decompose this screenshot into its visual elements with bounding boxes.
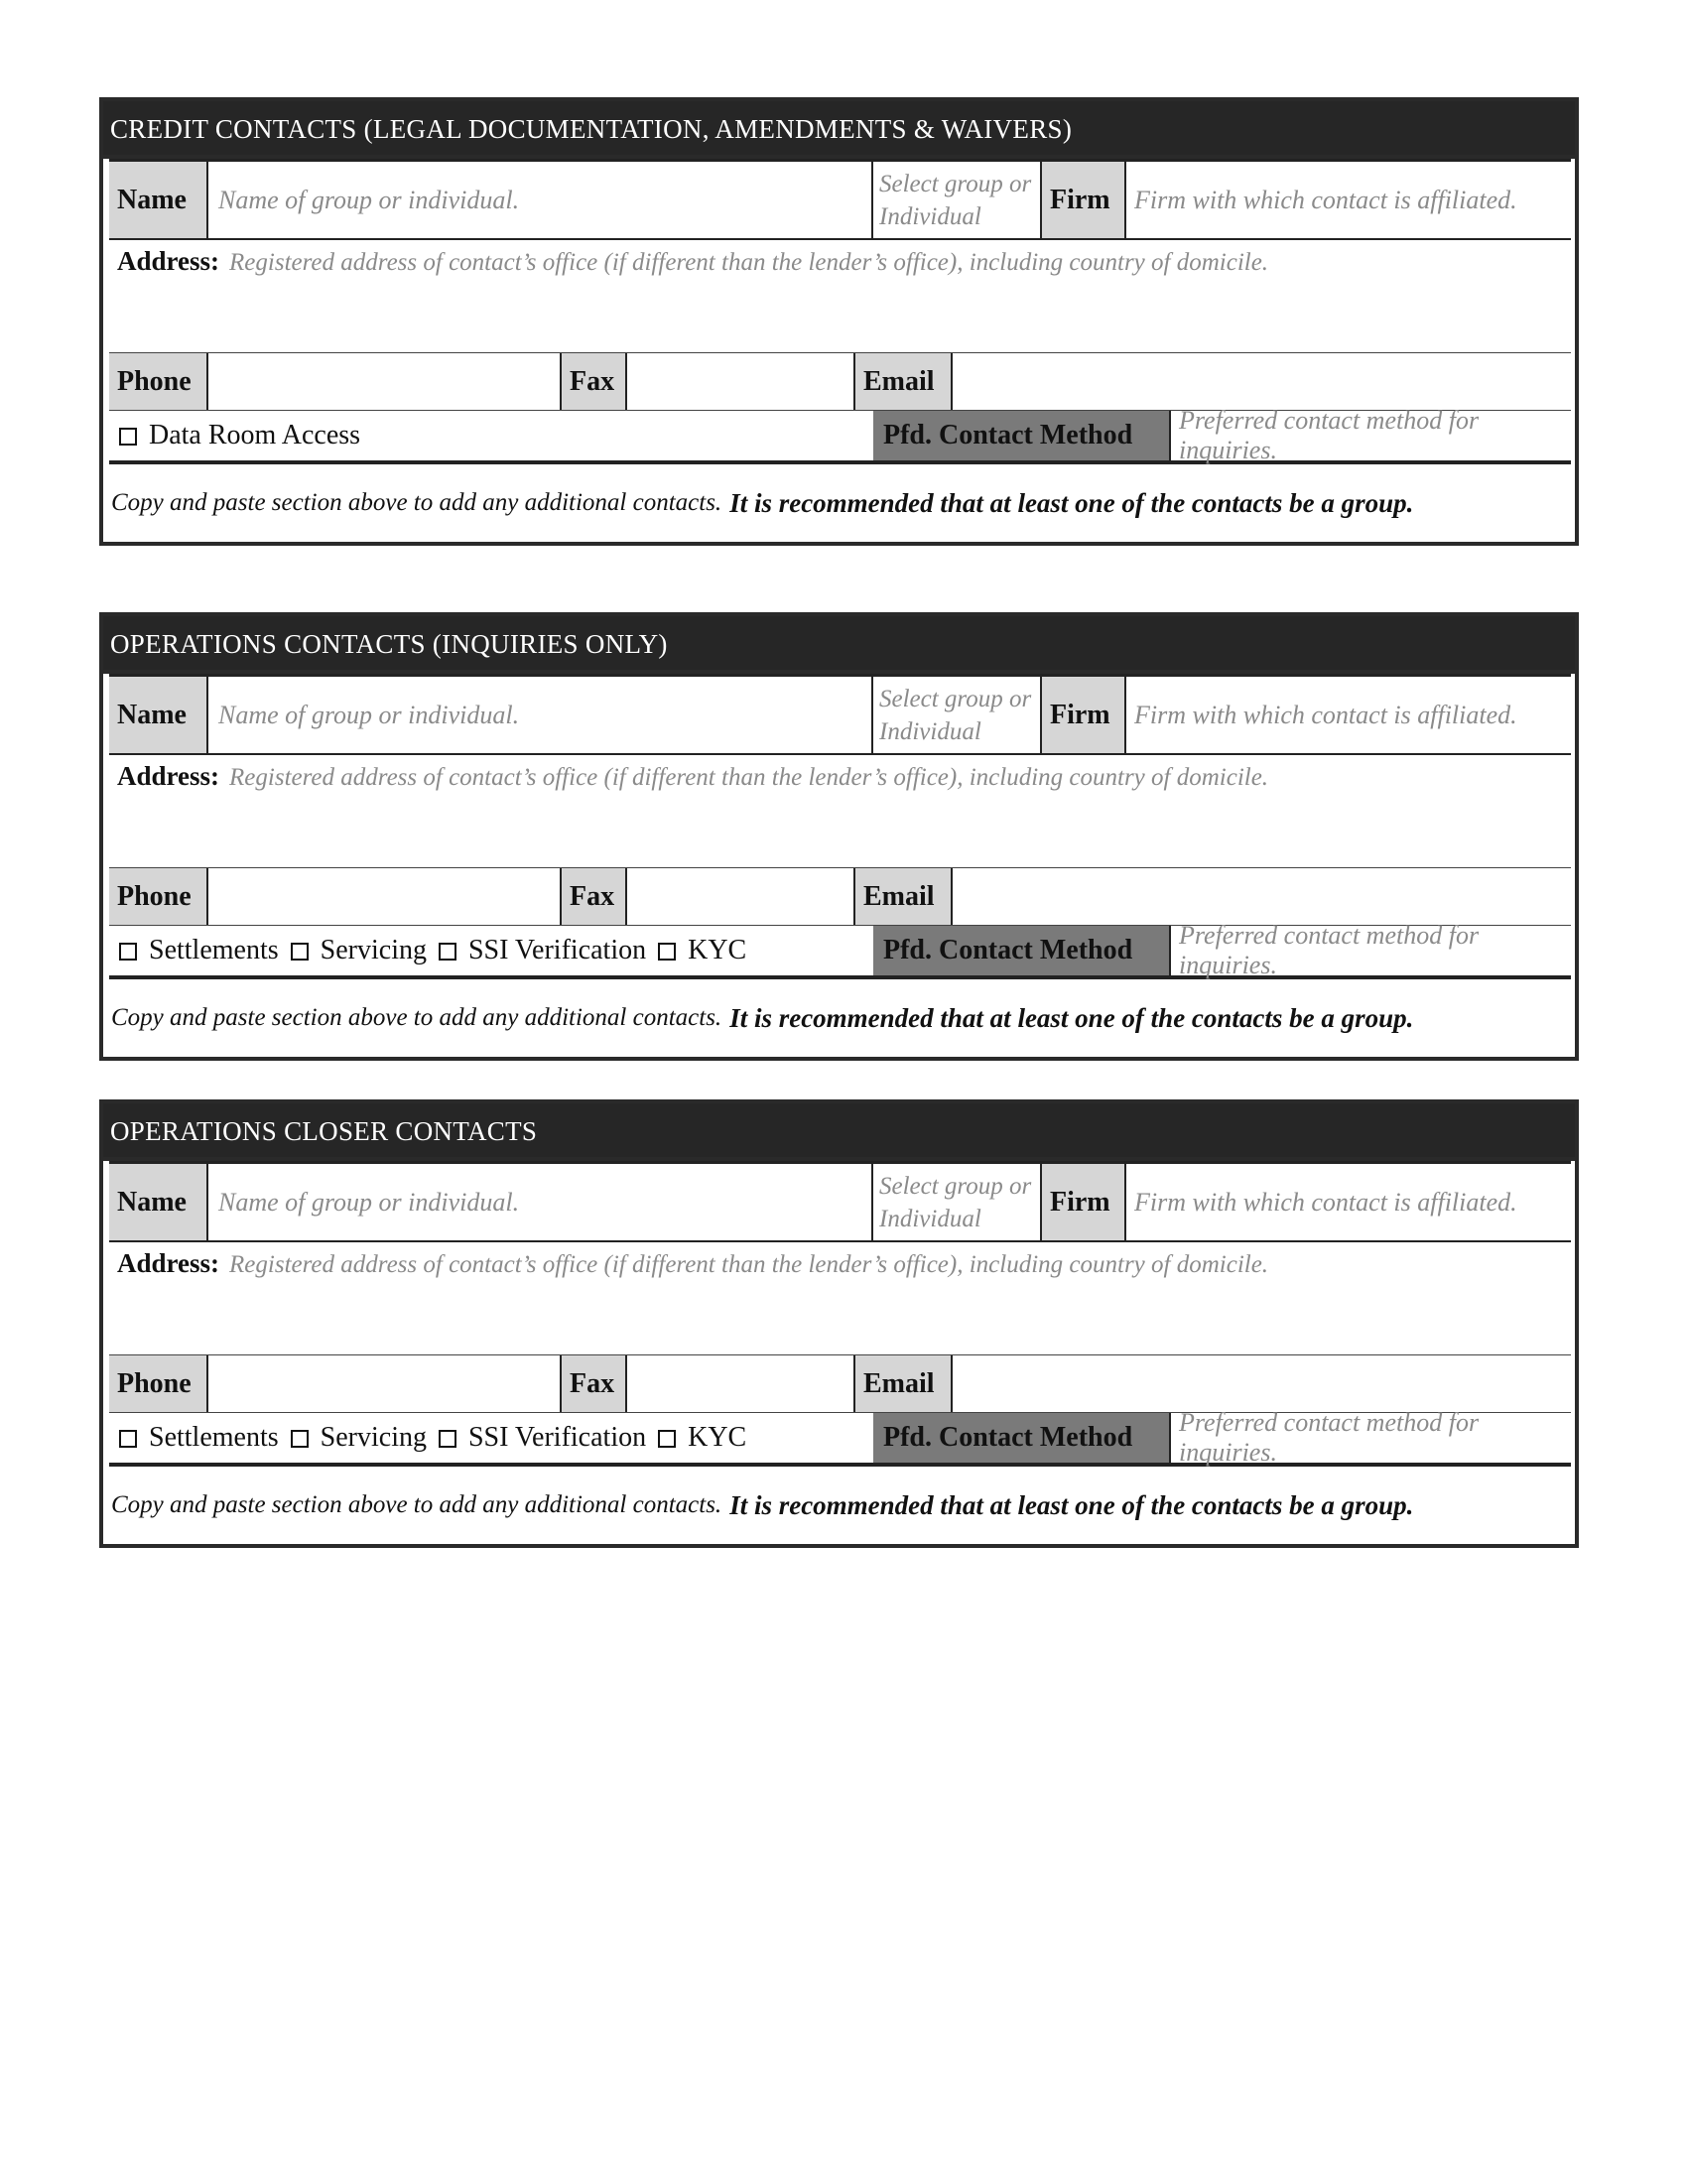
address-row[interactable] bbox=[109, 1242, 1571, 1355]
checkbox[interactable] bbox=[291, 1430, 309, 1448]
options-row bbox=[109, 406, 1571, 464]
checkbox[interactable] bbox=[291, 943, 309, 961]
options-row bbox=[109, 921, 1571, 979]
firm-label: Firm bbox=[1042, 677, 1126, 753]
phone-row bbox=[109, 868, 1571, 926]
firm-field[interactable]: Firm with which contact is affiliated. bbox=[1134, 700, 1517, 729]
checkbox-label: Settlements bbox=[149, 935, 279, 965]
checkbox-group bbox=[109, 411, 873, 460]
checkbox-item[interactable] bbox=[439, 935, 646, 966]
recommendation-note: It is recommended that at least one of the contacts be a group. bbox=[729, 1489, 1414, 1520]
checkbox-label: Servicing bbox=[320, 1422, 427, 1453]
contact-section bbox=[99, 97, 1579, 546]
contact-section bbox=[99, 1099, 1579, 1548]
email-label: Email bbox=[855, 1355, 953, 1412]
phone-label: Phone bbox=[109, 868, 208, 925]
checkbox[interactable] bbox=[119, 943, 137, 961]
section-note bbox=[109, 1467, 1571, 1544]
copy-paste-note: Copy and paste section above to add any additional contacts. bbox=[111, 1491, 722, 1518]
name-label: Name bbox=[109, 1164, 208, 1240]
email-field[interactable] bbox=[953, 868, 1571, 925]
fax-field[interactable] bbox=[627, 1355, 855, 1412]
firm-field[interactable]: Firm with which contact is affiliated. bbox=[1134, 1187, 1517, 1217]
checkbox-group bbox=[109, 1413, 873, 1463]
address-label: Address: bbox=[117, 1248, 220, 1278]
checkbox[interactable] bbox=[658, 1430, 676, 1448]
name-row bbox=[109, 674, 1571, 755]
name-row bbox=[109, 1161, 1571, 1242]
firm-label: Firm bbox=[1042, 1164, 1126, 1240]
checkbox[interactable] bbox=[439, 1430, 456, 1448]
section-note bbox=[109, 979, 1571, 1057]
fax-field[interactable] bbox=[627, 353, 855, 410]
address-field[interactable]: Registered address of contact’s office (if different than the lender’s office), including country of domicile. bbox=[229, 1251, 1269, 1278]
phone-field[interactable] bbox=[208, 868, 562, 925]
options-row bbox=[109, 1408, 1571, 1467]
email-field[interactable] bbox=[953, 353, 1571, 410]
preferred-contact-method-field[interactable]: Preferred contact method for inquiries. bbox=[1179, 921, 1480, 979]
fax-field[interactable] bbox=[627, 868, 855, 925]
phone-row bbox=[109, 1355, 1571, 1413]
recommendation-note: It is recommended that at least one of the contacts be a group. bbox=[729, 1002, 1414, 1033]
checkbox-item[interactable] bbox=[439, 1422, 646, 1454]
preferred-contact-method-label: Pfd. Contact Method bbox=[873, 926, 1171, 975]
name-label: Name bbox=[109, 162, 208, 238]
checkbox-item[interactable] bbox=[291, 1422, 427, 1454]
checkbox[interactable] bbox=[119, 1430, 137, 1448]
copy-paste-note: Copy and paste section above to add any additional contacts. bbox=[111, 489, 722, 516]
checkbox-label: SSI Verification bbox=[467, 1422, 647, 1453]
preferred-contact-method-label: Pfd. Contact Method bbox=[873, 1413, 1171, 1463]
firm-label: Firm bbox=[1042, 162, 1126, 238]
checkbox-label: Data Room Access bbox=[149, 420, 361, 450]
email-label: Email bbox=[855, 868, 953, 925]
checkbox-item[interactable] bbox=[119, 420, 360, 451]
checkbox-group bbox=[109, 926, 873, 975]
contact-type-select[interactable]: Select group or Individual bbox=[873, 162, 1042, 238]
preferred-contact-method-label: Pfd. Contact Method bbox=[873, 411, 1171, 460]
checkbox-item[interactable] bbox=[658, 935, 746, 966]
fax-label: Fax bbox=[562, 353, 627, 410]
checkbox-item[interactable] bbox=[119, 935, 279, 966]
section-title: CREDIT CONTACTS (LEGAL DOCUMENTATION, AMENDMENTS & WAIVERS) bbox=[103, 101, 1575, 159]
phone-label: Phone bbox=[109, 353, 208, 410]
name-row bbox=[109, 159, 1571, 240]
address-row[interactable] bbox=[109, 240, 1571, 353]
checkbox[interactable] bbox=[119, 428, 137, 446]
firm-field[interactable]: Firm with which contact is affiliated. bbox=[1134, 185, 1517, 214]
fax-label: Fax bbox=[562, 1355, 627, 1412]
checkbox-label: Servicing bbox=[320, 935, 427, 965]
email-label: Email bbox=[855, 353, 953, 410]
address-row[interactable] bbox=[109, 755, 1571, 868]
phone-field[interactable] bbox=[208, 1355, 562, 1412]
checkbox-item[interactable] bbox=[291, 935, 427, 966]
preferred-contact-method-field[interactable]: Preferred contact method for inquiries. bbox=[1179, 1408, 1480, 1467]
checkbox-item[interactable] bbox=[119, 1422, 279, 1454]
preferred-contact-method-field[interactable]: Preferred contact method for inquiries. bbox=[1179, 406, 1480, 464]
section-note bbox=[109, 464, 1571, 542]
name-field[interactable]: Name of group or individual. bbox=[208, 1164, 873, 1240]
phone-row bbox=[109, 353, 1571, 411]
checkbox-label: KYC bbox=[688, 935, 747, 965]
fax-label: Fax bbox=[562, 868, 627, 925]
checkbox-label: SSI Verification bbox=[467, 935, 647, 965]
contact-section bbox=[99, 612, 1579, 1061]
address-label: Address: bbox=[117, 761, 220, 791]
name-field[interactable]: Name of group or individual. bbox=[208, 677, 873, 753]
section-title: OPERATIONS CONTACTS (INQUIRIES ONLY) bbox=[103, 616, 1575, 674]
name-field[interactable]: Name of group or individual. bbox=[208, 162, 873, 238]
checkbox-item[interactable] bbox=[658, 1422, 746, 1454]
checkbox[interactable] bbox=[439, 943, 456, 961]
checkbox-label: Settlements bbox=[149, 1422, 279, 1453]
section-title: OPERATIONS CLOSER CONTACTS bbox=[103, 1103, 1575, 1161]
phone-field[interactable] bbox=[208, 353, 562, 410]
address-field[interactable]: Registered address of contact’s office (if different than the lender’s office), including country of domicile. bbox=[229, 764, 1269, 791]
checkbox[interactable] bbox=[658, 943, 676, 961]
address-label: Address: bbox=[117, 246, 220, 276]
address-field[interactable]: Registered address of contact’s office (if different than the lender’s office), including country of domicile. bbox=[229, 249, 1269, 276]
checkbox-label: KYC bbox=[688, 1422, 747, 1453]
recommendation-note: It is recommended that at least one of the contacts be a group. bbox=[729, 487, 1414, 518]
copy-paste-note: Copy and paste section above to add any additional contacts. bbox=[111, 1004, 722, 1031]
contact-type-select[interactable]: Select group or Individual bbox=[873, 1164, 1042, 1240]
name-label: Name bbox=[109, 677, 208, 753]
email-field[interactable] bbox=[953, 1355, 1571, 1412]
phone-label: Phone bbox=[109, 1355, 208, 1412]
contact-type-select[interactable]: Select group or Individual bbox=[873, 677, 1042, 753]
